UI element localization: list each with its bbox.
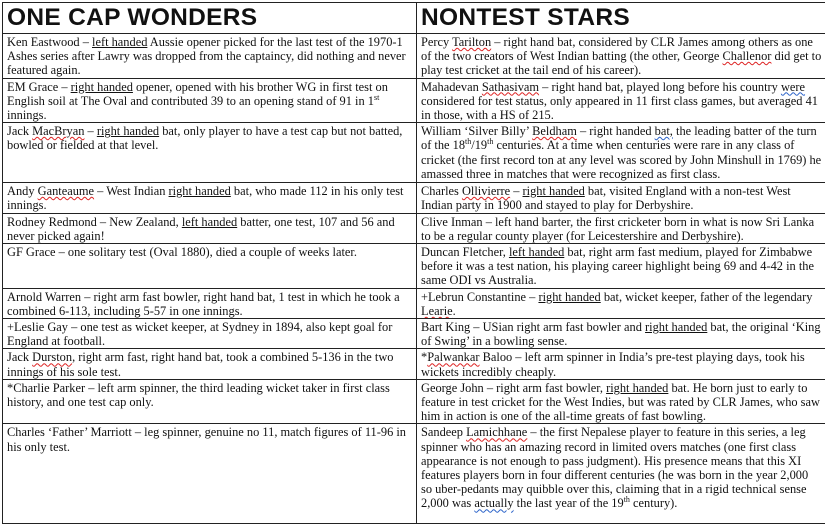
table-row <box>3 213 825 243</box>
cell-text: Ganteaume <box>37 184 95 199</box>
cell-text: Rodney Redmond – New Zealand, <box>7 214 182 229</box>
cell-text: batter, one test, 107 and 56 and never picked again! <box>7 214 395 243</box>
cell-text: right handed <box>168 184 231 199</box>
cell-text: +Lebrun Constantine – <box>421 289 539 304</box>
player-cell-left <box>3 349 417 379</box>
cell-text: bat, visited England with a non-test West Indian party in 1900 and stayed to play for Derbyshire. <box>421 184 791 213</box>
player-cell-right <box>417 213 825 243</box>
cell-text: – <box>84 124 97 139</box>
cell-text: Tarilton <box>452 35 492 49</box>
table-row <box>3 34 825 79</box>
cell-text: considered for test status, only appeared in 11 first class games, but averaged 41 in those, with a HS of 215. <box>421 93 818 123</box>
player-cell-left <box>3 244 417 289</box>
player-cell-right <box>417 424 825 524</box>
cell-text: Palwankar <box>427 350 480 365</box>
header-row <box>3 3 825 34</box>
cell-text: , right arm fast, right hand bat, took a combined 5-136 in the two innings of his sole test. <box>7 350 394 379</box>
cell-text: EM Grace – <box>7 79 71 94</box>
cell-text: right handed <box>538 289 601 304</box>
cell-text: Lamichhane <box>466 425 528 440</box>
cell-text: Charles ‘Father’ Marriott – leg spinner, genuine no 11, match figures of 11-96 in his only test. <box>7 425 406 454</box>
cell-text: GF Grace – one solitary test (Oval 1880), died a couple of weeks later. <box>7 245 357 260</box>
player-cell-right <box>417 319 825 349</box>
cell-text: opener, opened with his brother WG in first test on English soil at The Oval and contributed 39 to an opening stand of 91 in 1 <box>7 79 388 108</box>
superscript-text: th <box>487 137 494 147</box>
table-row <box>3 379 825 424</box>
cell-text: bat. He born just to early to feature in test cricket for the West Indies, but was rated by CLR James, who saw him in action is one of the all-time greats of fast bowling. <box>421 380 820 424</box>
cell-text: right handed <box>645 320 708 335</box>
cell-text: – right hand bat, played long before his country <box>539 79 781 94</box>
cell-text: Beldham <box>532 124 577 139</box>
header-nontest-stars: NONTEST STARS <box>417 3 825 34</box>
cell-text: William ‘Silver Billy’ <box>421 124 533 139</box>
cell-text: bat, right arm fast medium, played for Zimbabwe before it was a test nation, his playing career highlight being 69 and 4-42 in the same ODI vs Australia. <box>421 245 814 288</box>
cell-text: /19 <box>471 138 488 153</box>
cell-text: MacBryan <box>32 124 85 139</box>
cell-text: . <box>452 303 456 318</box>
player-cell-right <box>417 78 825 123</box>
player-cell-left <box>3 78 417 123</box>
cell-text: actually <box>474 496 514 511</box>
header-one-cap-wonders: ONE CAP WONDERS <box>3 3 417 34</box>
cell-text: bat, who made 112 in his only test innings. <box>7 184 404 213</box>
cell-text: century). <box>629 496 678 511</box>
table-row <box>3 78 825 123</box>
player-cell-right <box>417 288 825 318</box>
player-cell-left <box>3 123 417 183</box>
cell-text: Andy <box>7 184 38 199</box>
cell-text: right handed <box>70 79 133 94</box>
superscript-text: th <box>623 495 630 505</box>
cell-text: did get to play test cricket at the tail end of his career). <box>421 49 822 78</box>
cell-text: Bart King – USian right arm fast bowler and <box>421 320 646 335</box>
player-cell-right <box>417 183 825 213</box>
cell-text: were <box>780 79 806 94</box>
cell-text: Ken Eastwood – <box>7 35 92 49</box>
cell-text: Mahadevan <box>421 79 482 94</box>
cell-text: Durston <box>32 350 73 365</box>
table-row <box>3 123 825 183</box>
cell-text: right handed <box>522 184 585 199</box>
player-cell-left <box>3 213 417 243</box>
player-cell-right <box>417 379 825 424</box>
table-row <box>3 319 825 349</box>
cell-text: Ollivierre <box>461 184 511 199</box>
cell-text: bat, only player to have a test cap but not batted, bowled or fielded at that level. <box>7 124 403 153</box>
cell-text: – <box>510 184 523 199</box>
player-cell-right <box>417 244 825 289</box>
cell-text: Charles <box>421 184 462 199</box>
player-cell-left <box>3 424 417 524</box>
player-cell-left <box>3 288 417 318</box>
cell-text: left handed <box>92 35 148 49</box>
cell-text: Percy <box>421 35 453 49</box>
cell-text: – the first Nepalese player to feature in this series, a leg spinner who has an amazing record in limited overs matches (one first class appearance is not enough to pass judgment). His presence means that this XI features players born in four different centuries (he was born in the year 2,000 so uber-pedants may quibble over this, claiming that in a rigid technical sense 2,000 was <box>421 425 809 511</box>
player-cell-left <box>3 183 417 213</box>
cell-text: George John – right arm fast bowler, <box>421 380 607 395</box>
cell-text: Jack <box>7 350 33 365</box>
cell-text: Baloo – left arm spinner in India’s pre-test playing days, took his wickets incredibly cheaply. <box>421 350 805 379</box>
cell-text: Learie <box>421 303 453 318</box>
cell-text: *Charlie Parker – left arm spinner, the third leading wicket taker in first class history, and one test cap only. <box>7 380 390 410</box>
cell-text: Jack <box>7 124 33 139</box>
cell-text: the leading batter of the turn of the 18 <box>421 124 817 153</box>
cell-text: right handed <box>606 380 669 395</box>
document-page <box>2 2 822 524</box>
cell-text: – right handed <box>576 124 655 139</box>
player-cell-right <box>417 34 825 79</box>
cell-text: right handed <box>96 124 160 139</box>
superscript-text: st <box>373 92 380 102</box>
table-row <box>3 244 825 289</box>
superscript-text: th <box>465 137 472 147</box>
table-row <box>3 424 825 524</box>
cell-text: Sandeep <box>421 425 467 440</box>
cell-text: left handed <box>181 214 238 229</box>
table-row <box>3 288 825 318</box>
player-cell-left <box>3 34 417 79</box>
cell-text: – West Indian <box>94 184 169 199</box>
cell-text: Aussie opener picked for the last test of the 1970-1 Ashes series after Lawry was dropped from the captaincy, did nothing and never featured again. <box>7 35 406 78</box>
cell-text: innings. <box>7 108 47 123</box>
cell-text: bat, <box>654 124 673 139</box>
player-cell-left <box>3 319 417 349</box>
cell-text: left handed <box>508 245 565 260</box>
cell-text: Sathasivam <box>481 79 540 94</box>
player-cell-left <box>3 379 417 424</box>
cell-text: the last year of the 19 <box>513 496 624 511</box>
cell-text: +Leslie Gay – one test as wicket keeper, at Sydney in 1894, also kept goal for England at football. <box>7 320 393 349</box>
player-cell-right <box>417 349 825 379</box>
cell-text: Arnold Warren – right arm fast bowler, right hand bat, 1 test in which he took a combined 6-113, including 5-57 in one innings. <box>7 289 400 318</box>
cell-text: centuries. At a time when centuries were rare in any class of cricket (the first record ton at any level was scored by John Minshull in 1769) he amassed three in matches that were recognized as first class. <box>421 138 822 181</box>
cell-text: * <box>421 350 428 365</box>
cell-text: – right hand bat, considered by CLR James among others as one of the two creators of West Indian batting (the other, George <box>421 35 813 64</box>
table-row <box>3 349 825 379</box>
cell-text: bat, wicket keeper, father of the legendary <box>600 289 813 304</box>
cell-text: Duncan Fletcher, <box>421 245 509 260</box>
table-row <box>3 183 825 213</box>
comparison-table <box>2 2 825 524</box>
cell-text: Clive Inman – left hand barter, the first cricketer born in what is now Sri Lanka to be a regular county player (for Leicestershire and Derbyshire). <box>421 214 815 243</box>
cell-text: bat, the original ‘King of Swing’ in a bowling sense. <box>421 320 821 349</box>
player-cell-right <box>417 123 825 183</box>
cell-text: Challenor <box>722 49 772 64</box>
